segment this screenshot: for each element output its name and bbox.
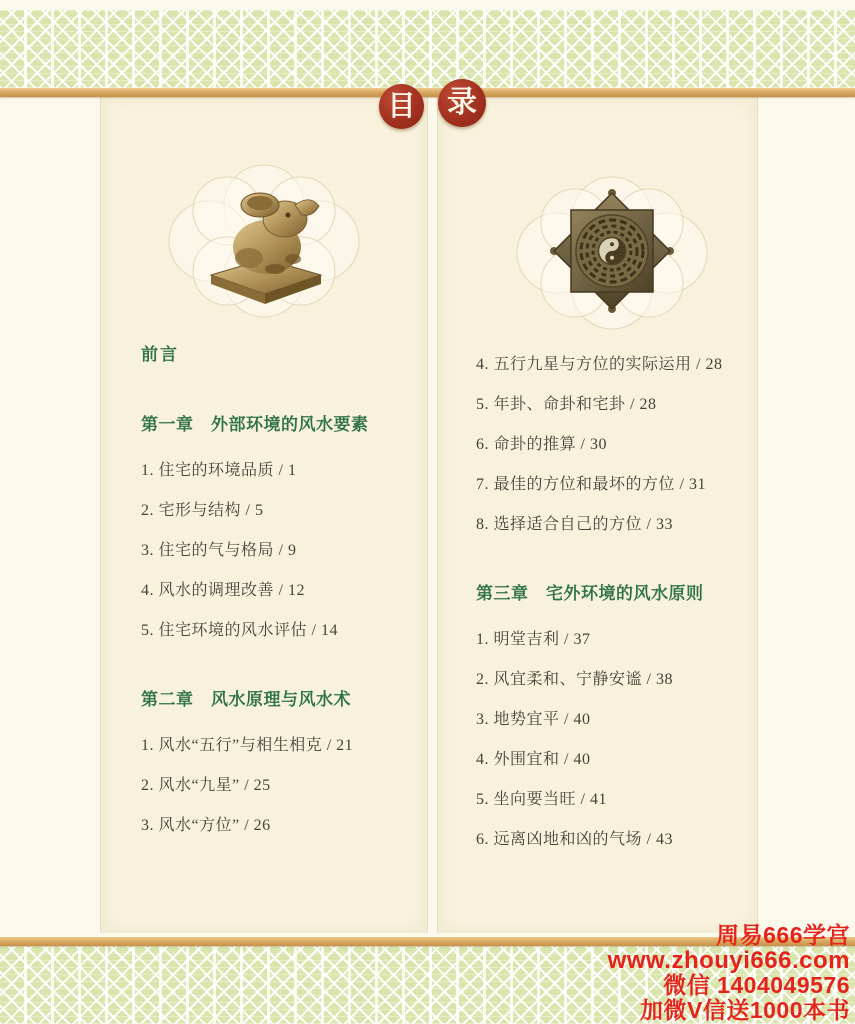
chapter1-heading: 第一章 外部环境的风水要素: [141, 415, 369, 434]
toc-entry: 3. 地势宜平 / 40: [476, 711, 591, 728]
toc-entry: 1. 明堂吉利 / 37: [476, 631, 591, 648]
toc-entry: 5. 年卦、命卦和宅卦 / 28: [476, 396, 657, 413]
title-char-lu: 录: [447, 86, 477, 119]
toc-entry: 1. 风水“五行”与相生相克 / 21: [141, 737, 354, 754]
bronze-pixiu-figurine-image: [189, 163, 339, 313]
title-badge-lu: [438, 79, 486, 127]
chapter3-items: [476, 630, 743, 849]
chapter1-items: [141, 461, 413, 640]
gold-divider-top: [0, 88, 855, 97]
toc-entry: 6. 命卦的推算 / 30: [476, 436, 607, 453]
chapter2-items-continued: [476, 355, 743, 534]
toc-entry: 5. 坐向要当旺 / 41: [476, 791, 607, 808]
bronze-bagua-medallion-image: [542, 181, 682, 321]
watermark-url: www.zhouyi666.com: [607, 947, 850, 974]
right-deco-area: [507, 169, 717, 337]
chapter2-items: [141, 736, 413, 835]
watermark: [608, 923, 850, 1023]
title-char-mu: 目: [387, 90, 416, 122]
toc-entry: 3. 风水“方位” / 26: [141, 817, 271, 834]
right-toc-body: [476, 355, 743, 849]
watermark-promo: 加微V信送1000本书: [639, 997, 850, 1023]
chapter2-heading: 第二章 风水原理与风水术: [141, 690, 351, 709]
left-toc-body: [141, 345, 413, 835]
toc-entry: 6. 远离凶地和凶的气场 / 43: [476, 831, 673, 848]
toc-entry: 5. 住宅环境的风水评估 / 14: [141, 622, 338, 639]
toc-entry: 4. 风水的调理改善 / 12: [141, 582, 305, 599]
toc-entry: 4. 五行九星与方位的实际运用 / 28: [476, 356, 723, 373]
left-column-panel: [100, 97, 428, 933]
toc-entry: 3. 住宅的气与格局 / 9: [141, 542, 297, 559]
toc-entry: 2. 风宜柔和、宁静安谧 / 38: [476, 671, 673, 688]
decorative-border-top: [0, 10, 855, 88]
preface-entry: 前言: [141, 345, 179, 364]
left-deco-area: [159, 157, 369, 325]
toc-entry: 2. 风水“九星” / 25: [141, 777, 271, 794]
title-badge-mu: [379, 84, 424, 129]
toc-entry: 7. 最佳的方位和最坏的方位 / 31: [476, 476, 706, 493]
watermark-wechat: 微信 1404049576: [663, 972, 850, 998]
toc-entry: 1. 住宅的环境品质 / 1: [141, 462, 297, 479]
toc-entry: 4. 外围宜和 / 40: [476, 751, 591, 768]
chapter3-heading: 第三章 宅外环境的风水原则: [476, 584, 704, 603]
right-column-panel: [437, 97, 758, 933]
watermark-site-name: 周易666学宫: [716, 922, 850, 948]
toc-entry: 2. 宅形与结构 / 5: [141, 502, 264, 519]
toc-entry: 8. 选择适合自己的方位 / 33: [476, 516, 673, 533]
